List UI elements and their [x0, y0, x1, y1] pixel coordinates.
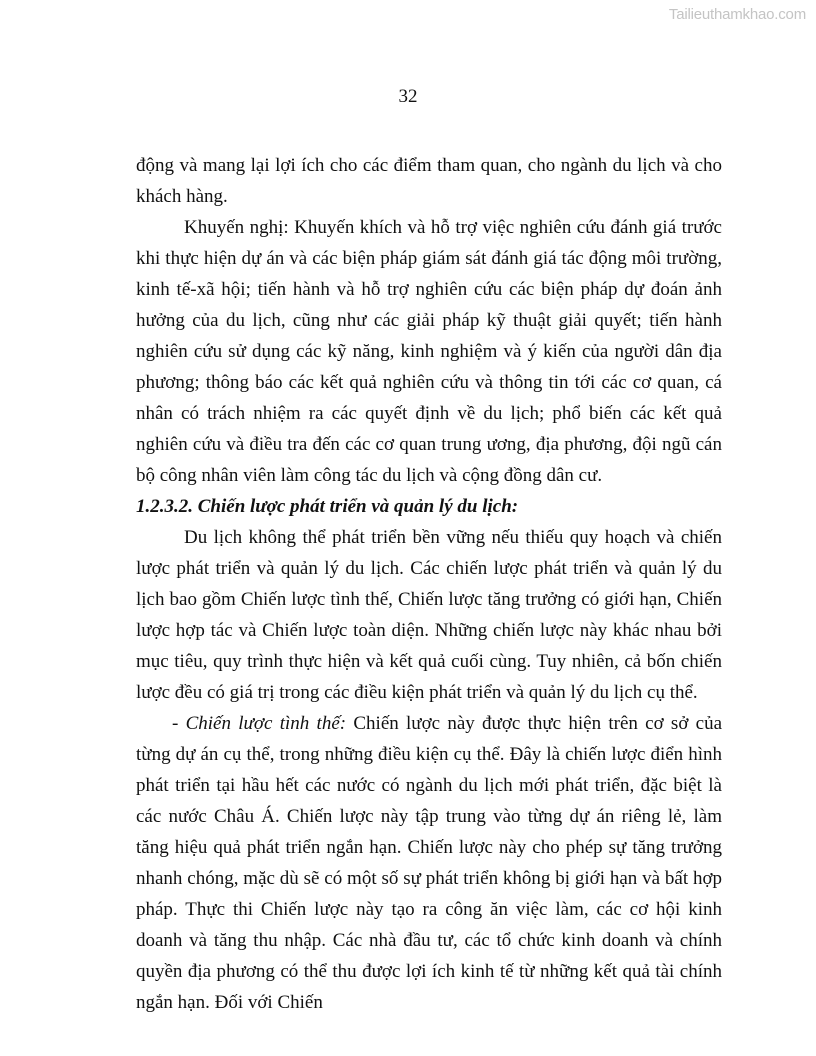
paragraph-recommendation: Khuyến nghị: Khuyến khích và hỗ trợ việc nghiên cứu đánh giá trước khi thực hiện dự án và các biện pháp giám sát đánh giá tác động môi trường, kinh tế-xã hội; tiến hành và hỗ trợ nghiên cứu các biện pháp dự đoán ảnh hưởng của du lịch, cũng như các giải pháp kỹ thuật giải quyết; tiến hành nghiên cứu sử dụng các kỹ năng, kinh nghiệm và ý kiến của người dân địa phương; thông báo các kết quả nghiên cứu và thông tin tới các cơ quan, cá nhân có trách nhiệm ra các quyết định về du lịch; phổ biến các kết quả nghiên cứu và điều tra đến các cơ quan trung ương, địa phương, đội ngũ cán bộ công nhân viên làm công tác du lịch và cộng đồng dân cư.	[136, 217, 722, 486]
document-body	[136, 150, 722, 1018]
page-number: 32	[398, 86, 418, 107]
paragraph-situational-strategy	[136, 708, 722, 1018]
watermark: Tailieuthamkhao.com	[668, 6, 806, 23]
paragraph-continuation: động và mang lại lợi ích cho các điểm tham quan, cho ngành du lịch và cho khách hàng.	[136, 155, 722, 207]
strategy-description: Chiến lược này được thực hiện trên cơ sở của từng dự án cụ thể, trong những điều kiện cụ thể. Đây là chiến lược điển hình phát triển tại hầu hết các nước có ngành du lịch mới phát triển, đặc biệt là các nước Châu Á. Chiến lược này tập trung vào từng dự án riêng lẻ, làm tăng hiệu quả phát triển ngắn hạn. Chiến lược này cho phép sự tăng trưởng nhanh chóng, mặc dù sẽ có một số sự phát triển không bị giới hạn và bất hợp pháp. Thực thi Chiến lược này tạo ra công ăn việc làm, các cơ hội kinh doanh và tăng thu nhập. Các nhà đầu tư, các tổ chức kinh doanh và chính quyền địa phương có thể thu được lợi ích kinh tế từ những kết quả tài chính ngắn hạn. Đối với Chiến	[136, 713, 723, 1013]
paragraph-strategies-intro: Du lịch không thể phát triển bền vững nếu thiếu quy hoạch và chiến lược phát triển và quản lý du lịch. Các chiến lược phát triển và quản lý du lịch bao gồm Chiến lược tình thế, Chiến lược tăng trưởng có giới hạn, Chiến lược hợp tác và Chiến lược toàn diện. Những chiến lược này khác nhau bởi mục tiêu, quy trình thực hiện và kết quả cuối cùng. Tuy nhiên, cả bốn chiến lược đều có giá trị trong các điều kiện phát triển và quản lý du lịch cụ thể.	[136, 527, 722, 703]
section-heading: 1.2.3.2. Chiến lược phát triển và quản lý du lịch:	[136, 496, 519, 517]
strategy-term: - Chiến lược tình thế:	[172, 713, 347, 734]
